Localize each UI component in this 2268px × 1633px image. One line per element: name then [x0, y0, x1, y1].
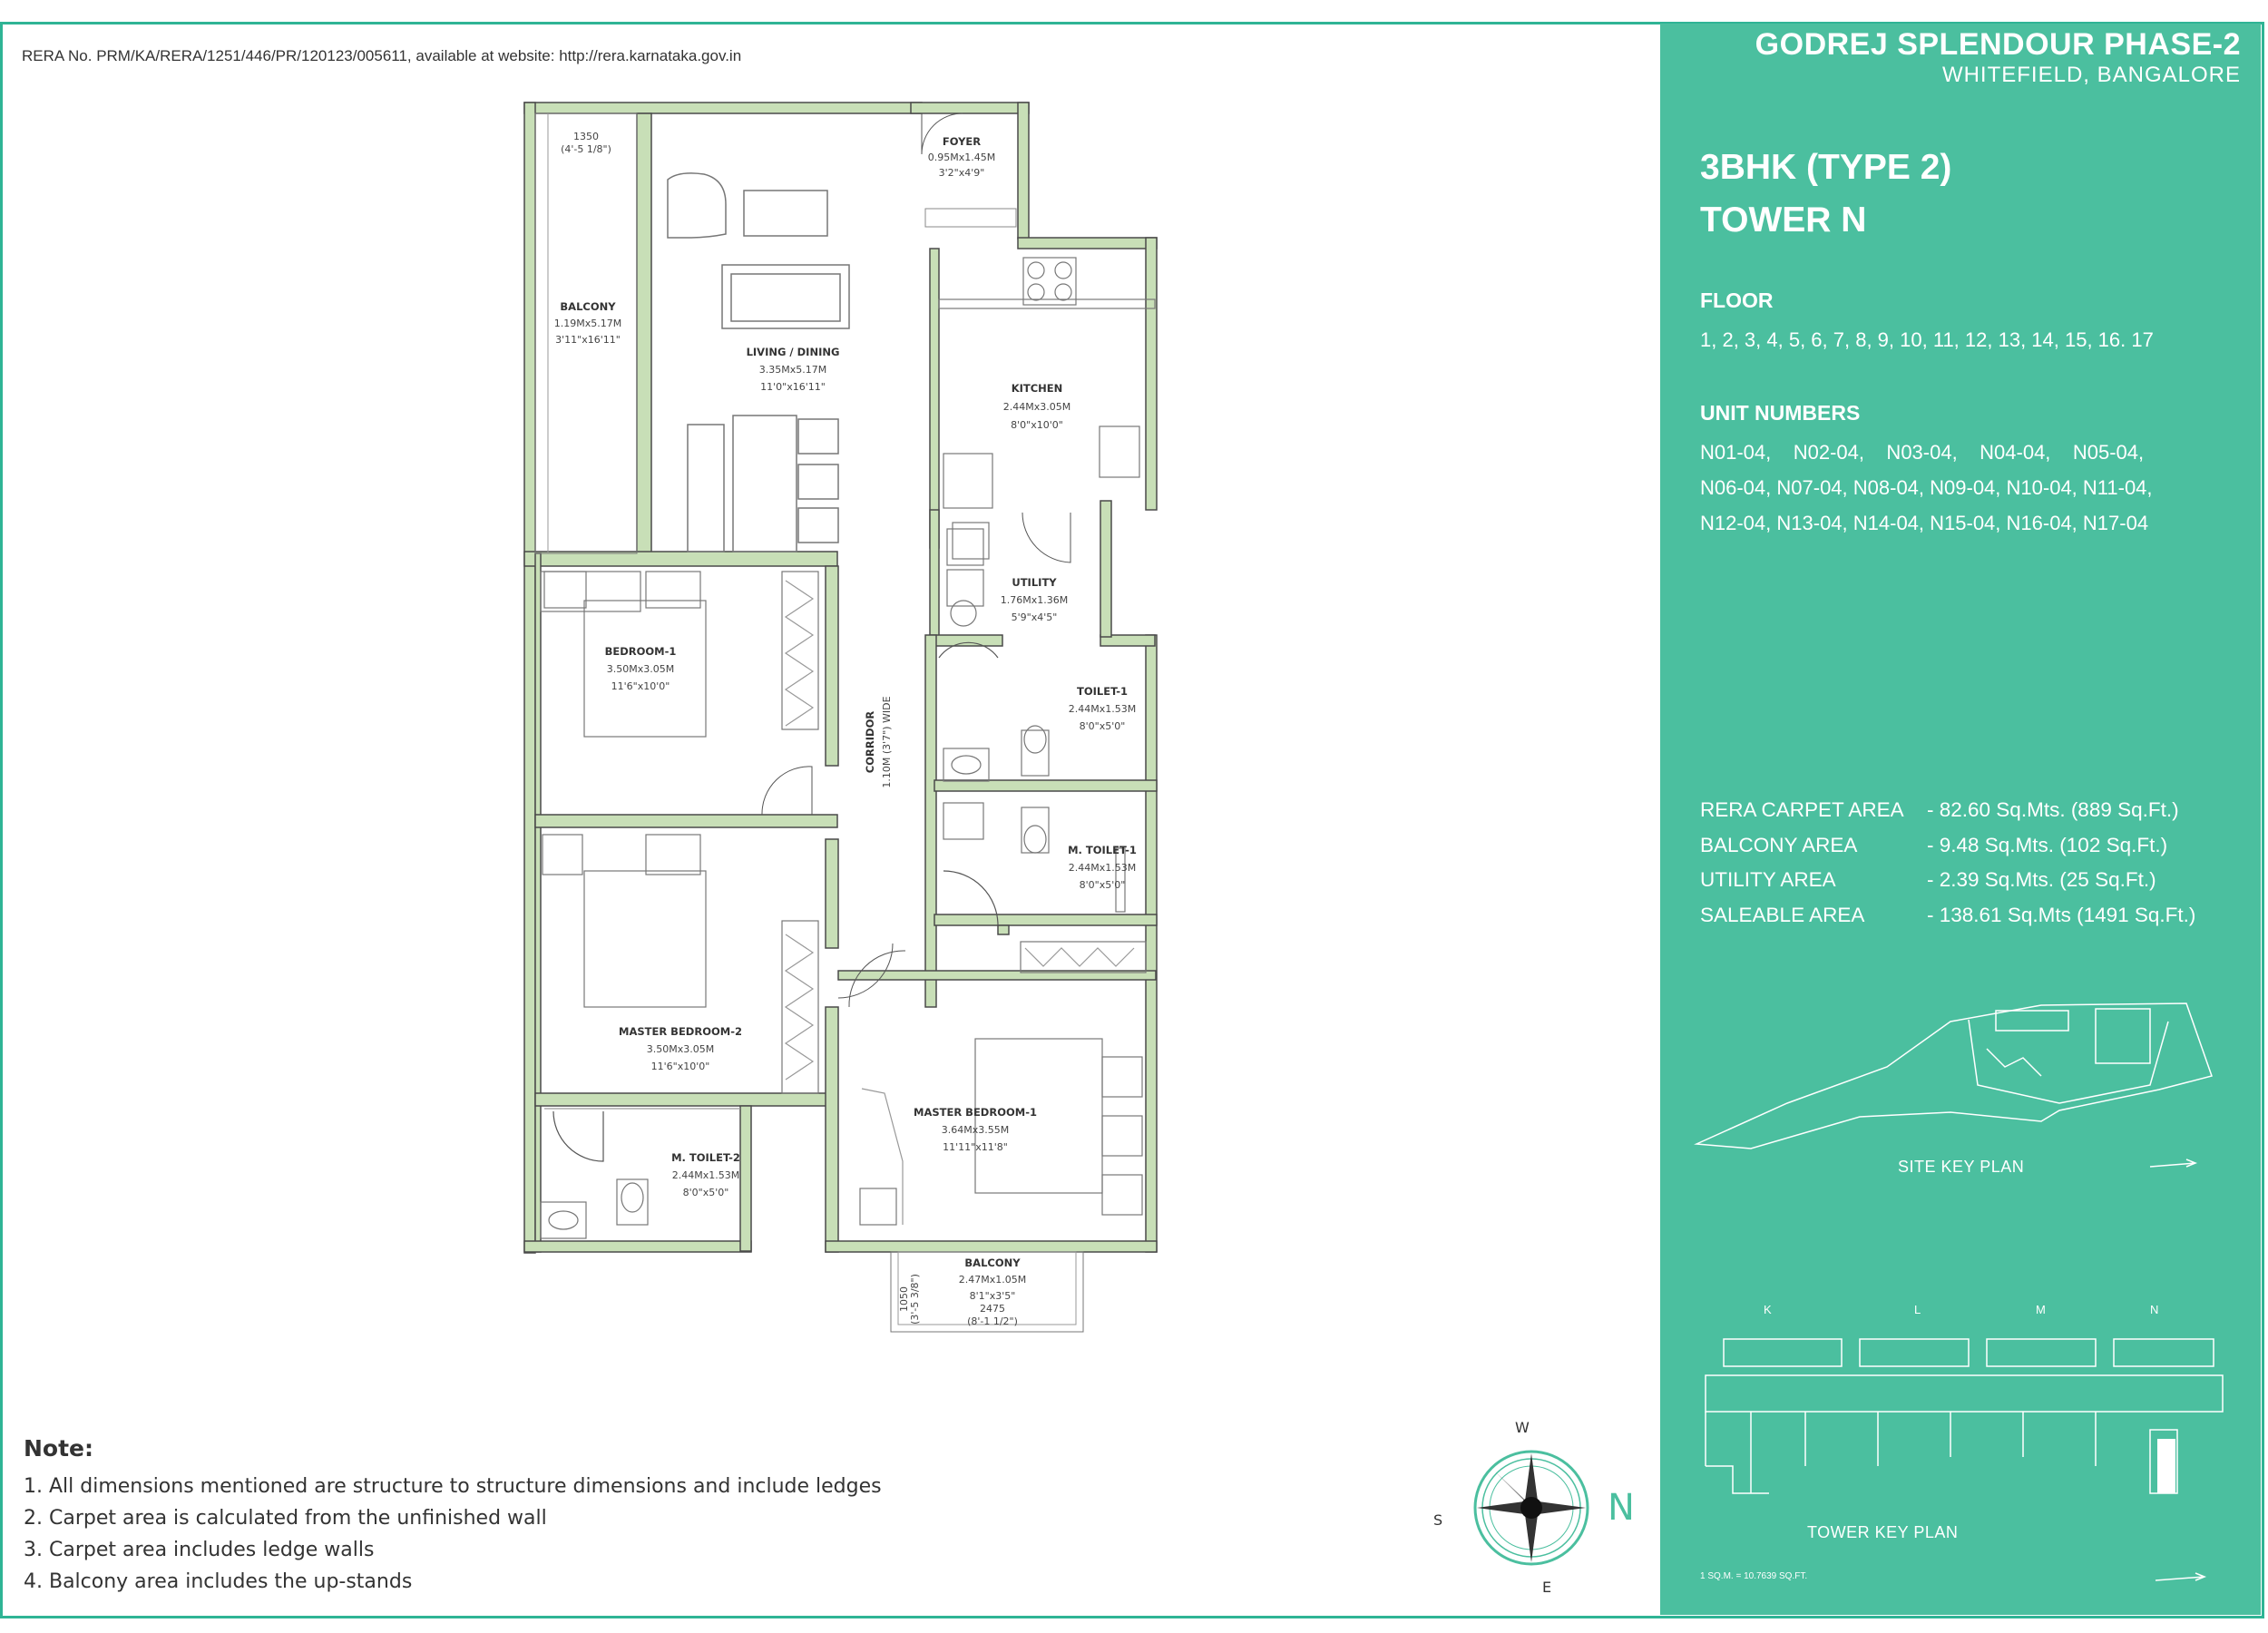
tower-letter: K [1764, 1303, 1773, 1316]
unit-type: 3BHK (TYPE 2) [1700, 148, 1952, 187]
master1-name: MASTER BEDROOM-1 [914, 1106, 1037, 1119]
rera-notice: RERA No. PRM/KA/RERA/1251/446/PR/120123/005611, available at website: http://rera.karnataka.gov.in [22, 47, 742, 64]
area-label: RERA CARPET AREA [1700, 798, 1904, 821]
tower-key-plan-label: TOWER KEY PLAN [1807, 1523, 1959, 1541]
tower-letter: N [2150, 1303, 2159, 1316]
project-location: WHITEFIELD, BANGALORE [1941, 63, 2241, 87]
svg-text:3'11"x16'11": 3'11"x16'11" [555, 334, 621, 346]
project-name: GODREJ SPLENDOUR PHASE-2 [1755, 27, 2241, 62]
kitchen-name: KITCHEN [1011, 382, 1063, 395]
svg-text:2.47Mx1.05M: 2.47Mx1.05M [958, 1274, 1027, 1286]
svg-text:11'0"x16'11": 11'0"x16'11" [760, 381, 826, 393]
compass-w: W [1515, 1419, 1530, 1436]
svg-text:8'0"x10'0": 8'0"x10'0" [1011, 419, 1063, 431]
note-item: 2. Carpet area is calculated from the unfinished wall [24, 1507, 547, 1530]
unit-numbers-line: N12-04, N13-04, N14-04, N15-04, N16-04, N17-04 [1700, 512, 2149, 534]
north-arrow-icon [2150, 1566, 2223, 1588]
balcony-top-name: BALCONY [560, 300, 616, 313]
svg-text:0.95Mx1.45M: 0.95Mx1.45M [927, 152, 996, 163]
svg-text:3.64Mx3.55M: 3.64Mx3.55M [941, 1124, 1010, 1136]
balcony-bottom-name: BALCONY [964, 1257, 1021, 1269]
compass-icon [1433, 1402, 1642, 1610]
notes-block [24, 1435, 882, 1598]
area-value: - 9.48 Sq.Mts. (102 Sq.Ft.) [1927, 833, 2168, 856]
master2-name: MASTER BEDROOM-2 [619, 1025, 742, 1038]
svg-text:3.50Mx3.05M: 3.50Mx3.05M [606, 663, 675, 675]
tower-letter: L [1914, 1303, 1921, 1316]
utility-name: UTILITY [1012, 576, 1057, 589]
notes-title: Note: [24, 1435, 94, 1462]
svg-text:2.44Mx1.53M: 2.44Mx1.53M [671, 1169, 740, 1181]
svg-text:8'1"x3'5": 8'1"x3'5" [969, 1290, 1016, 1302]
mtoilet1-name: M. TOILET-1 [1068, 844, 1137, 856]
compass-e: E [1542, 1579, 1552, 1596]
area-label: SALEABLE AREA [1700, 903, 1865, 926]
svg-text:1050: 1050 [898, 1286, 910, 1312]
mtoilet2-name: M. TOILET-2 [671, 1151, 740, 1164]
svg-text:(4'-5 1/8"): (4'-5 1/8") [561, 143, 611, 155]
tower-key-plan [1696, 1321, 2241, 1521]
area-row [1700, 898, 2195, 934]
living-furniture [668, 173, 849, 552]
note-item: 4. Balcony area includes the up-stands [24, 1570, 413, 1593]
svg-text:11'11"x11'8": 11'11"x11'8" [943, 1141, 1008, 1153]
svg-text:8'0"x5'0": 8'0"x5'0" [1079, 879, 1126, 891]
svg-text:8'0"x5'0": 8'0"x5'0" [1079, 720, 1126, 732]
project-header [1755, 27, 2241, 88]
unit-title [1700, 142, 1951, 247]
site-key-plan [1678, 967, 2241, 1185]
foyer-name: FOYER [942, 135, 982, 148]
area-label: BALCONY AREA [1700, 833, 1858, 856]
floor-label: FLOOR [1700, 288, 1774, 312]
note-item: 1. All dimensions mentioned are structure to structure dimensions and include ledges [24, 1475, 882, 1498]
svg-text:3.50Mx3.05M: 3.50Mx3.05M [646, 1043, 715, 1055]
living-name: LIVING / DINING [746, 346, 840, 358]
corridor-name: CORRIDOR [864, 710, 876, 774]
svg-text:2475: 2475 [980, 1303, 1005, 1315]
bedroom1-furniture [541, 572, 818, 737]
compass-s: S [1433, 1511, 1443, 1529]
unit-tower: TOWER N [1700, 200, 1867, 240]
compass-n: N [1608, 1487, 1635, 1529]
master1-furniture [860, 942, 1146, 1225]
unit-numbers-label: UNIT NUMBERS [1700, 401, 1861, 425]
unit-numbers-section [1700, 401, 2153, 541]
svg-text:5'9"x4'5": 5'9"x4'5" [1011, 611, 1058, 623]
svg-text:1.10M (3'7") WIDE: 1.10M (3'7") WIDE [881, 696, 893, 788]
site-key-plan-label: SITE KEY PLAN [1898, 1158, 2025, 1176]
svg-text:2.44Mx1.53M: 2.44Mx1.53M [1068, 862, 1137, 874]
area-value: - 138.61 Sq.Mts (1491 Sq.Ft.) [1927, 903, 2196, 926]
floor-section [1700, 288, 2154, 357]
svg-text:3'2"x4'9": 3'2"x4'9" [938, 167, 985, 179]
unit-numbers-line: N01-04, N02-04, N03-04, N04-04, N05-04, [1700, 441, 2145, 464]
svg-text:2.44Mx1.53M: 2.44Mx1.53M [1068, 703, 1137, 715]
svg-text:1350: 1350 [573, 131, 599, 142]
bedroom1-name: BEDROOM-1 [604, 645, 677, 658]
info-panel [1660, 24, 2261, 1615]
area-value: - 82.60 Sq.Mts. (889 Sq.Ft.) [1927, 798, 2179, 821]
area-row [1700, 863, 2195, 898]
svg-text:8'0"x5'0": 8'0"x5'0" [682, 1187, 729, 1198]
svg-text:(3'-5 3/8"): (3'-5 3/8") [909, 1274, 921, 1325]
area-label: UTILITY AREA [1700, 868, 1836, 891]
scale-note: 1 SQ.M. = 10.7639 SQ.FT. [1700, 1571, 1808, 1581]
svg-text:11'6"x10'0": 11'6"x10'0" [611, 680, 670, 692]
unit-numbers-line: N06-04, N07-04, N08-04, N09-04, N10-04, N11-04, [1700, 476, 2153, 499]
area-table [1700, 793, 2195, 933]
area-row [1700, 828, 2195, 864]
svg-text:3.35Mx5.17M: 3.35Mx5.17M [758, 364, 827, 376]
note-item: 3. Carpet area includes ledge walls [24, 1539, 375, 1561]
toilet1-name: TOILET-1 [1076, 685, 1129, 698]
tower-letter: M [2036, 1303, 2047, 1316]
svg-text:2.44Mx3.05M: 2.44Mx3.05M [1002, 401, 1071, 413]
svg-text:1.76Mx1.36M: 1.76Mx1.36M [1000, 594, 1069, 606]
area-value: - 2.39 Sq.Mts. (25 Sq.Ft.) [1927, 868, 2156, 891]
svg-text:11'6"x10'0": 11'6"x10'0" [650, 1061, 710, 1072]
svg-text:1.19Mx5.17M: 1.19Mx5.17M [553, 318, 622, 329]
floor-plan [490, 95, 1179, 1347]
area-row [1700, 793, 2195, 828]
svg-text:(8'-1 1/2"): (8'-1 1/2") [967, 1315, 1018, 1327]
floor-values: 1, 2, 3, 4, 5, 6, 7, 8, 9, 10, 11, 12, 13, 14, 15, 16. 17 [1700, 328, 2154, 351]
